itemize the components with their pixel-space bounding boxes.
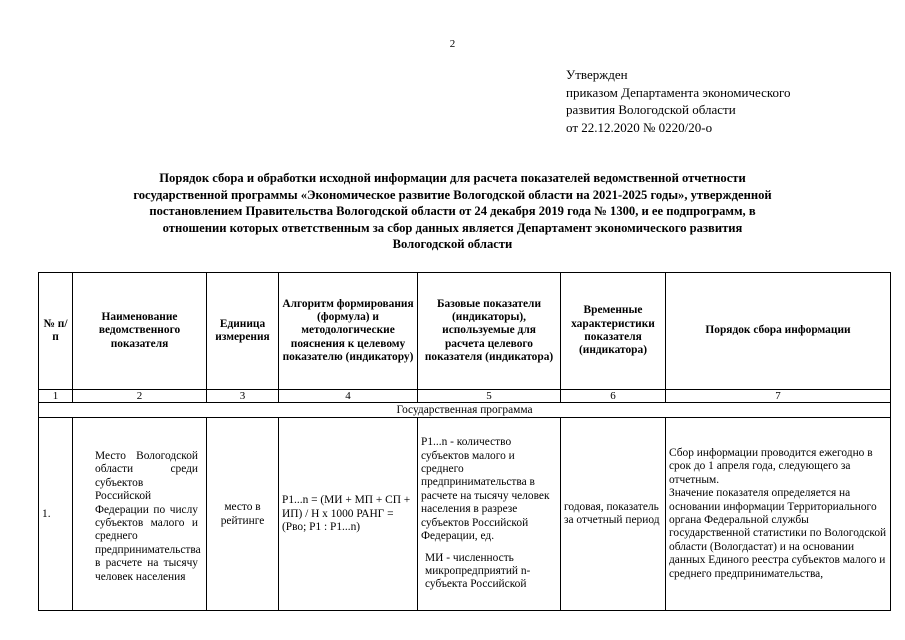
base-indicator-mi: МИ - численность микропредприятий n-субъекта Российской — [425, 551, 531, 591]
column-number: 4 — [279, 390, 418, 403]
unit-cell: место в рейтинге — [207, 418, 279, 611]
title-line: государственной программы «Экономическое развитие Вологодской области на 2021-2025 годы», утвержденной — [133, 187, 772, 202]
section-label: Государственная программа — [39, 403, 891, 418]
column-number: 5 — [418, 390, 561, 403]
order-paragraph-1: Сбор информации проводится ежегодно в срок до 1 апреля года, следующего за отчетным. — [669, 446, 873, 486]
header-cell-time: Временные характеристики показателя (индикатора) — [561, 273, 666, 390]
header-cell-unit: Единица измерения — [207, 273, 279, 390]
collection-order-cell — [666, 418, 891, 611]
approval-block — [566, 66, 791, 136]
title-line: постановлением Правительства Вологодской области от 24 декабря 2019 года № 1300, и ее подпрограмм, в — [149, 204, 756, 218]
order-paragraph-2: Значение показателя определяется на основании информации Территориального органа Федеральной службы государственной статистики по Вологодской области (Вологдастат) и на основании данных Единого реестра субъектов малого и среднего предпринимательства, — [669, 487, 887, 580]
column-number: 6 — [561, 390, 666, 403]
approval-line: Утвержден — [566, 67, 628, 82]
table-row — [39, 418, 891, 611]
header-cell-num: № п/п — [39, 273, 73, 390]
header-cell-base: Базовые показатели (индикаторы), используемые для расчета целевого показателя (индикатора) — [418, 273, 561, 390]
column-number: 1 — [39, 390, 73, 403]
header-cell-order: Порядок сбора информации — [666, 273, 891, 390]
title-line: отношении которых ответственным за сбор данных является Департамент экономического развития — [162, 220, 743, 235]
document-title — [50, 170, 855, 253]
header-cell-formula: Алгоритм формирования (формула) и методологические пояснения к целевому показателю (индикатору) — [279, 273, 418, 390]
approval-line: развития Вологодской области — [566, 102, 736, 117]
approval-line: приказом Департамента экономического — [566, 84, 791, 100]
approval-line: от 22.12.2020 № 0220/20-о — [566, 119, 713, 135]
column-number-row — [39, 390, 891, 403]
page-number: 2 — [449, 38, 456, 50]
title-line: Порядок сбора и обработки исходной информации для расчета показателей ведомственной отчетности — [159, 171, 746, 185]
section-row — [39, 403, 891, 418]
title-line: Вологодской области — [392, 237, 513, 251]
base-indicators-cell — [418, 418, 561, 611]
column-number: 7 — [666, 390, 891, 403]
indicator-name: Место Вологодской области среди субъектов Российской Федерации по числу субъектов малого и среднего предпринимательства в расчете на тысячу человек населения — [73, 418, 207, 611]
header-row — [39, 273, 891, 390]
base-indicator-p1: Р1...n - количество субъектов малого и среднего предпринимательства в расчете на тысячу человек населения в разрезе субъектов Российской Федерации, ед. — [421, 436, 550, 543]
column-number: 3 — [207, 390, 279, 403]
header-cell-name: Наименование ведомственного показателя — [73, 273, 207, 390]
time-characteristic-cell: годовая, показатель за отчетный период — [561, 418, 666, 611]
formula-cell: P1...n = (МИ + МП + СП + ИП) / Н x 1000 РАНГ = (Рво; Р1 : Р1...n) — [279, 418, 418, 611]
indicators-table — [38, 272, 891, 611]
row-number: 1. — [39, 418, 73, 611]
column-number: 2 — [73, 390, 207, 403]
